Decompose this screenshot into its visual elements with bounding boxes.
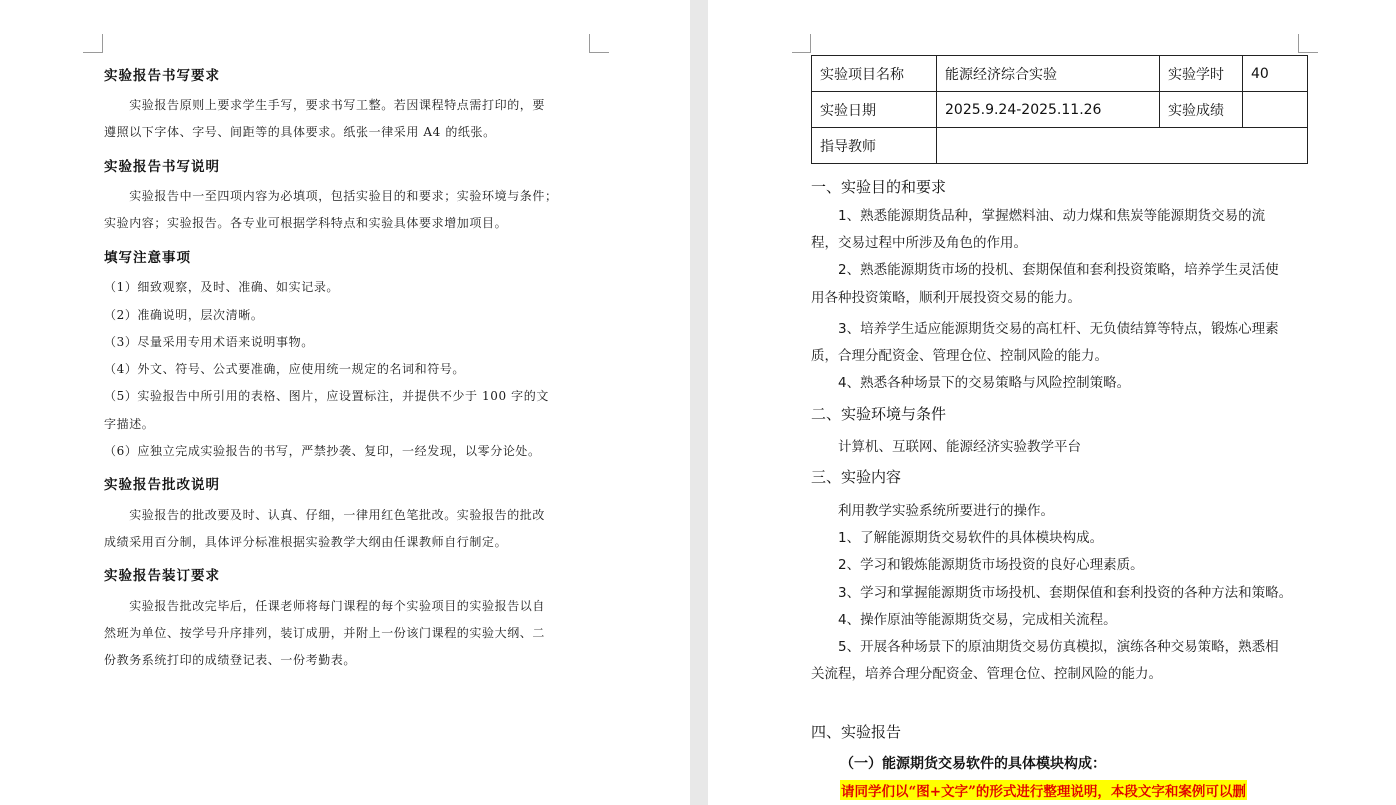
paragraph-line: 成绩采用百分制，具体评分标准根据实验教学大纲由任课教师自行制定。	[104, 535, 508, 549]
heading-writing-instructions: 实验报告书写说明	[104, 159, 220, 175]
paragraph-line: 1、熟悉能源期货品种，掌握燃料油、动力煤和焦炭等能源期货交易的流	[811, 208, 1266, 224]
paragraph-line: 5、开展各种场景下的原油期货交易仿真模拟，演练各种交易策略，熟悉相	[811, 639, 1279, 655]
hours-value: 40	[1243, 56, 1308, 92]
date-label: 实验日期	[812, 92, 937, 128]
note-item: （4）外文、符号、公式要准确，应使用统一规定的名词和符号。	[104, 362, 466, 376]
left-page	[0, 0, 690, 805]
heading-binding: 实验报告装订要求	[104, 568, 220, 584]
paragraph-line: 然班为单位、按学号升序排列，装订成册，并附上一份该门课程的实验大纲、二	[104, 626, 546, 640]
paragraph-line: 用各种投资策略，顺利开展投资交易的能力。	[811, 290, 1081, 306]
note-item: （2）准确说明，层次清晰。	[104, 308, 264, 322]
project-name-label: 实验项目名称	[812, 56, 937, 92]
paragraph-line: 1、了解能源期货交易软件的具体模块构成。	[811, 530, 1104, 546]
section-environment-title: 二、实验环境与条件	[811, 405, 947, 423]
teacher-value	[937, 128, 1308, 164]
crop-mark-top-left	[83, 34, 103, 53]
crop-mark-top-right	[1298, 34, 1318, 53]
paragraph-line: 2、熟悉能源期货市场的投机、套期保值和套利投资策略，培养学生灵活使	[811, 262, 1279, 278]
crop-mark-top-right	[589, 34, 609, 53]
paragraph-line: 4、熟悉各种场景下的交易策略与风险控制策略。	[811, 375, 1131, 391]
teacher-label: 指导教师	[812, 128, 937, 164]
paragraph-line: 关流程，培养合理分配资金、管理仓位、控制风险的能力。	[811, 666, 1162, 682]
paragraph-line: 质，合理分配资金、管理仓位、控制风险的能力。	[811, 348, 1108, 364]
date-value: 2025.9.24-2025.11.26	[937, 92, 1160, 128]
paragraph-line: 实验报告原则上要求学生手写，要求书写工整。若因课程特点需打印的，要	[104, 98, 546, 112]
grade-label: 实验成绩	[1160, 92, 1243, 128]
right-page	[708, 0, 1396, 805]
paragraph-line: 实验内容；实验报告。各专业可根据学科特点和实验具体要求增加项目。	[104, 216, 508, 230]
heading-notes: 填写注意事项	[104, 250, 191, 266]
paragraph-line: 程，交易过程中所涉及角色的作用。	[811, 235, 1027, 251]
note-item: 字描述。	[104, 417, 155, 431]
note-item: （3）尽量采用专用术语来说明事物。	[104, 335, 314, 349]
paragraph-line: 实验报告批改完毕后，任课老师将每门课程的每个实验项目的实验报告以自	[104, 599, 546, 613]
paragraph-line: 份教务系统打印的成绩登记表、一份考勤表。	[104, 653, 357, 667]
section-report-title: 四、实验报告	[811, 723, 902, 741]
paragraph-line: 2、学习和锻炼能源期货市场投资的良好心理素质。	[811, 557, 1144, 573]
section-content-title: 三、实验内容	[811, 468, 902, 486]
paragraph-line: 实验报告的批改要及时、认真、仔细，一律用红色笔批改。实验报告的批改	[104, 508, 546, 522]
subsection-modules-title: （一）能源期货交易软件的具体模块构成：	[840, 756, 1106, 772]
heading-writing-requirements: 实验报告书写要求	[104, 68, 220, 84]
paragraph-line: 遵照以下字体、字号、间距等的具体要求。纸张一律采用 A4 的纸张。	[104, 125, 496, 139]
paragraph-line: 4、操作原油等能源期货交易，完成相关流程。	[811, 612, 1117, 628]
project-name-value: 能源经济综合实验	[937, 56, 1160, 92]
heading-grading: 实验报告批改说明	[104, 477, 220, 493]
paragraph-line: 实验报告中一至四项内容为必填项，包括实验目的和要求；实验环境与条件；	[104, 189, 558, 203]
paragraph-line: 3、学习和掌握能源期货市场投机、套期保值和套利投资的各种方法和策略。	[811, 585, 1293, 601]
note-item: （6）应独立完成实验报告的书写，严禁抄袭、复印，一经发现，以零分论处。	[104, 444, 541, 458]
experiment-info-table	[811, 55, 1308, 164]
highlighted-instruction: 请同学们以“图+文字”的形式进行整理说明，本段文字和案例可以删	[840, 780, 1247, 800]
crop-mark-top-left	[792, 34, 811, 53]
paragraph-line: 利用教学实验系统所要进行的操作。	[811, 503, 1054, 519]
paragraph-line: 计算机、互联网、能源经济实验教学平台	[811, 439, 1081, 455]
grade-value	[1243, 92, 1308, 128]
section-purpose-title: 一、实验目的和要求	[811, 178, 947, 196]
note-item: （5）实验报告中所引用的表格、图片，应设置标注，并提供不少于 100 字的文	[104, 389, 549, 403]
note-item: （1）细致观察，及时、准确、如实记录。	[104, 280, 340, 294]
hours-label: 实验学时	[1160, 56, 1243, 92]
paragraph-line: 3、培养学生适应能源期货交易的高杠杆、无负债结算等特点，锻炼心理素	[811, 321, 1279, 337]
